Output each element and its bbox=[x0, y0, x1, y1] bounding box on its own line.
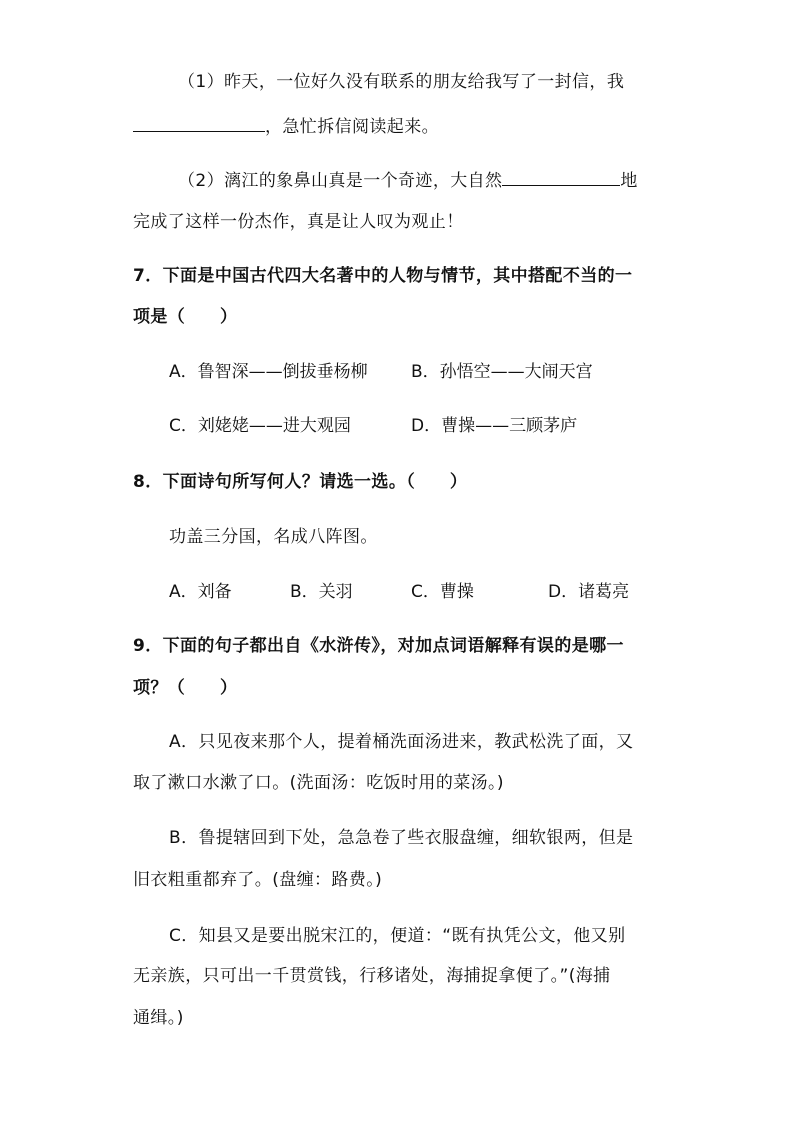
q9-stem-line2: 项？（ ） bbox=[133, 678, 238, 698]
fill-blank-2[interactable] bbox=[502, 171, 620, 186]
q7-option-b[interactable]: B．孙悟空——大闹天宫 bbox=[411, 362, 593, 382]
q6-sentence2-text-a: （2）漓江的象鼻山真是一个奇迹，大自然 bbox=[178, 171, 503, 191]
q6-sentence2-line1 bbox=[178, 169, 638, 193]
q9-option-b-line2: 旧衣粗重都弃了。(盘缠：路费。) bbox=[133, 870, 383, 890]
q8-option-a[interactable]: A．刘备 bbox=[169, 582, 232, 602]
q6-sentence2-text-b: 地 bbox=[620, 171, 638, 191]
q9-stem-line1: 9．下面的句子都出自《水浒传》，对加点词语解释有误的是哪一 bbox=[133, 636, 624, 656]
q7-option-c[interactable]: C．刘姥姥——进大观园 bbox=[169, 416, 351, 436]
q8-stem: 8．下面诗句所写何人？请选一选。（ ） bbox=[133, 472, 468, 492]
q9-option-a-line1: A．只见夜来那个人，提着桶洗面汤进来，教武松洗了面，又 bbox=[169, 732, 634, 752]
q8-option-b[interactable]: B．关羽 bbox=[290, 582, 353, 602]
q6-sentence1-line1: （1）昨天，一位好久没有联系的朋友给我写了一封信，我 bbox=[178, 72, 625, 92]
q8-option-d[interactable]: D．诸葛亮 bbox=[548, 582, 630, 602]
q7-stem-line2: 项是（ ） bbox=[133, 307, 238, 327]
q9-option-c-line3: 通缉。) bbox=[133, 1008, 184, 1028]
fill-blank-1[interactable] bbox=[133, 117, 265, 132]
q9-option-a-line2: 取了漱口水漱了口。(洗面汤：吃饭时用的菜汤。) bbox=[133, 773, 504, 793]
q7-option-d[interactable]: D．曹操——三顾茅庐 bbox=[411, 416, 578, 436]
q7-stem-line1: 7．下面是中国古代四大名著中的人物与情节，其中搭配不当的一 bbox=[133, 266, 633, 286]
q9-option-c-line2: 无亲族，只可出一千贯赏钱，行移诸处，海捕捉拿便了。”(海捕 bbox=[133, 966, 611, 986]
q7-option-a[interactable]: A．鲁智深——倒拔垂杨柳 bbox=[169, 362, 368, 382]
q6-sentence1-line2-text: ，急忙拆信阅读起来。 bbox=[265, 117, 439, 137]
q8-option-c[interactable]: C．曹操 bbox=[411, 582, 474, 602]
q6-sentence1-line2 bbox=[133, 115, 439, 139]
q8-poem: 功盖三分国，名成八阵图。 bbox=[169, 527, 378, 547]
q9-option-b-line1: B．鲁提辖回到下处，急急卷了些衣服盘缠，细软银两，但是 bbox=[169, 828, 634, 848]
q9-option-c-line1: C．知县又是要出脱宋江的，便道：“既有执凭公文，他又别 bbox=[169, 926, 626, 946]
q6-sentence2-line2: 完成了这样一份杰作，真是让人叹为观止！ bbox=[133, 212, 464, 232]
